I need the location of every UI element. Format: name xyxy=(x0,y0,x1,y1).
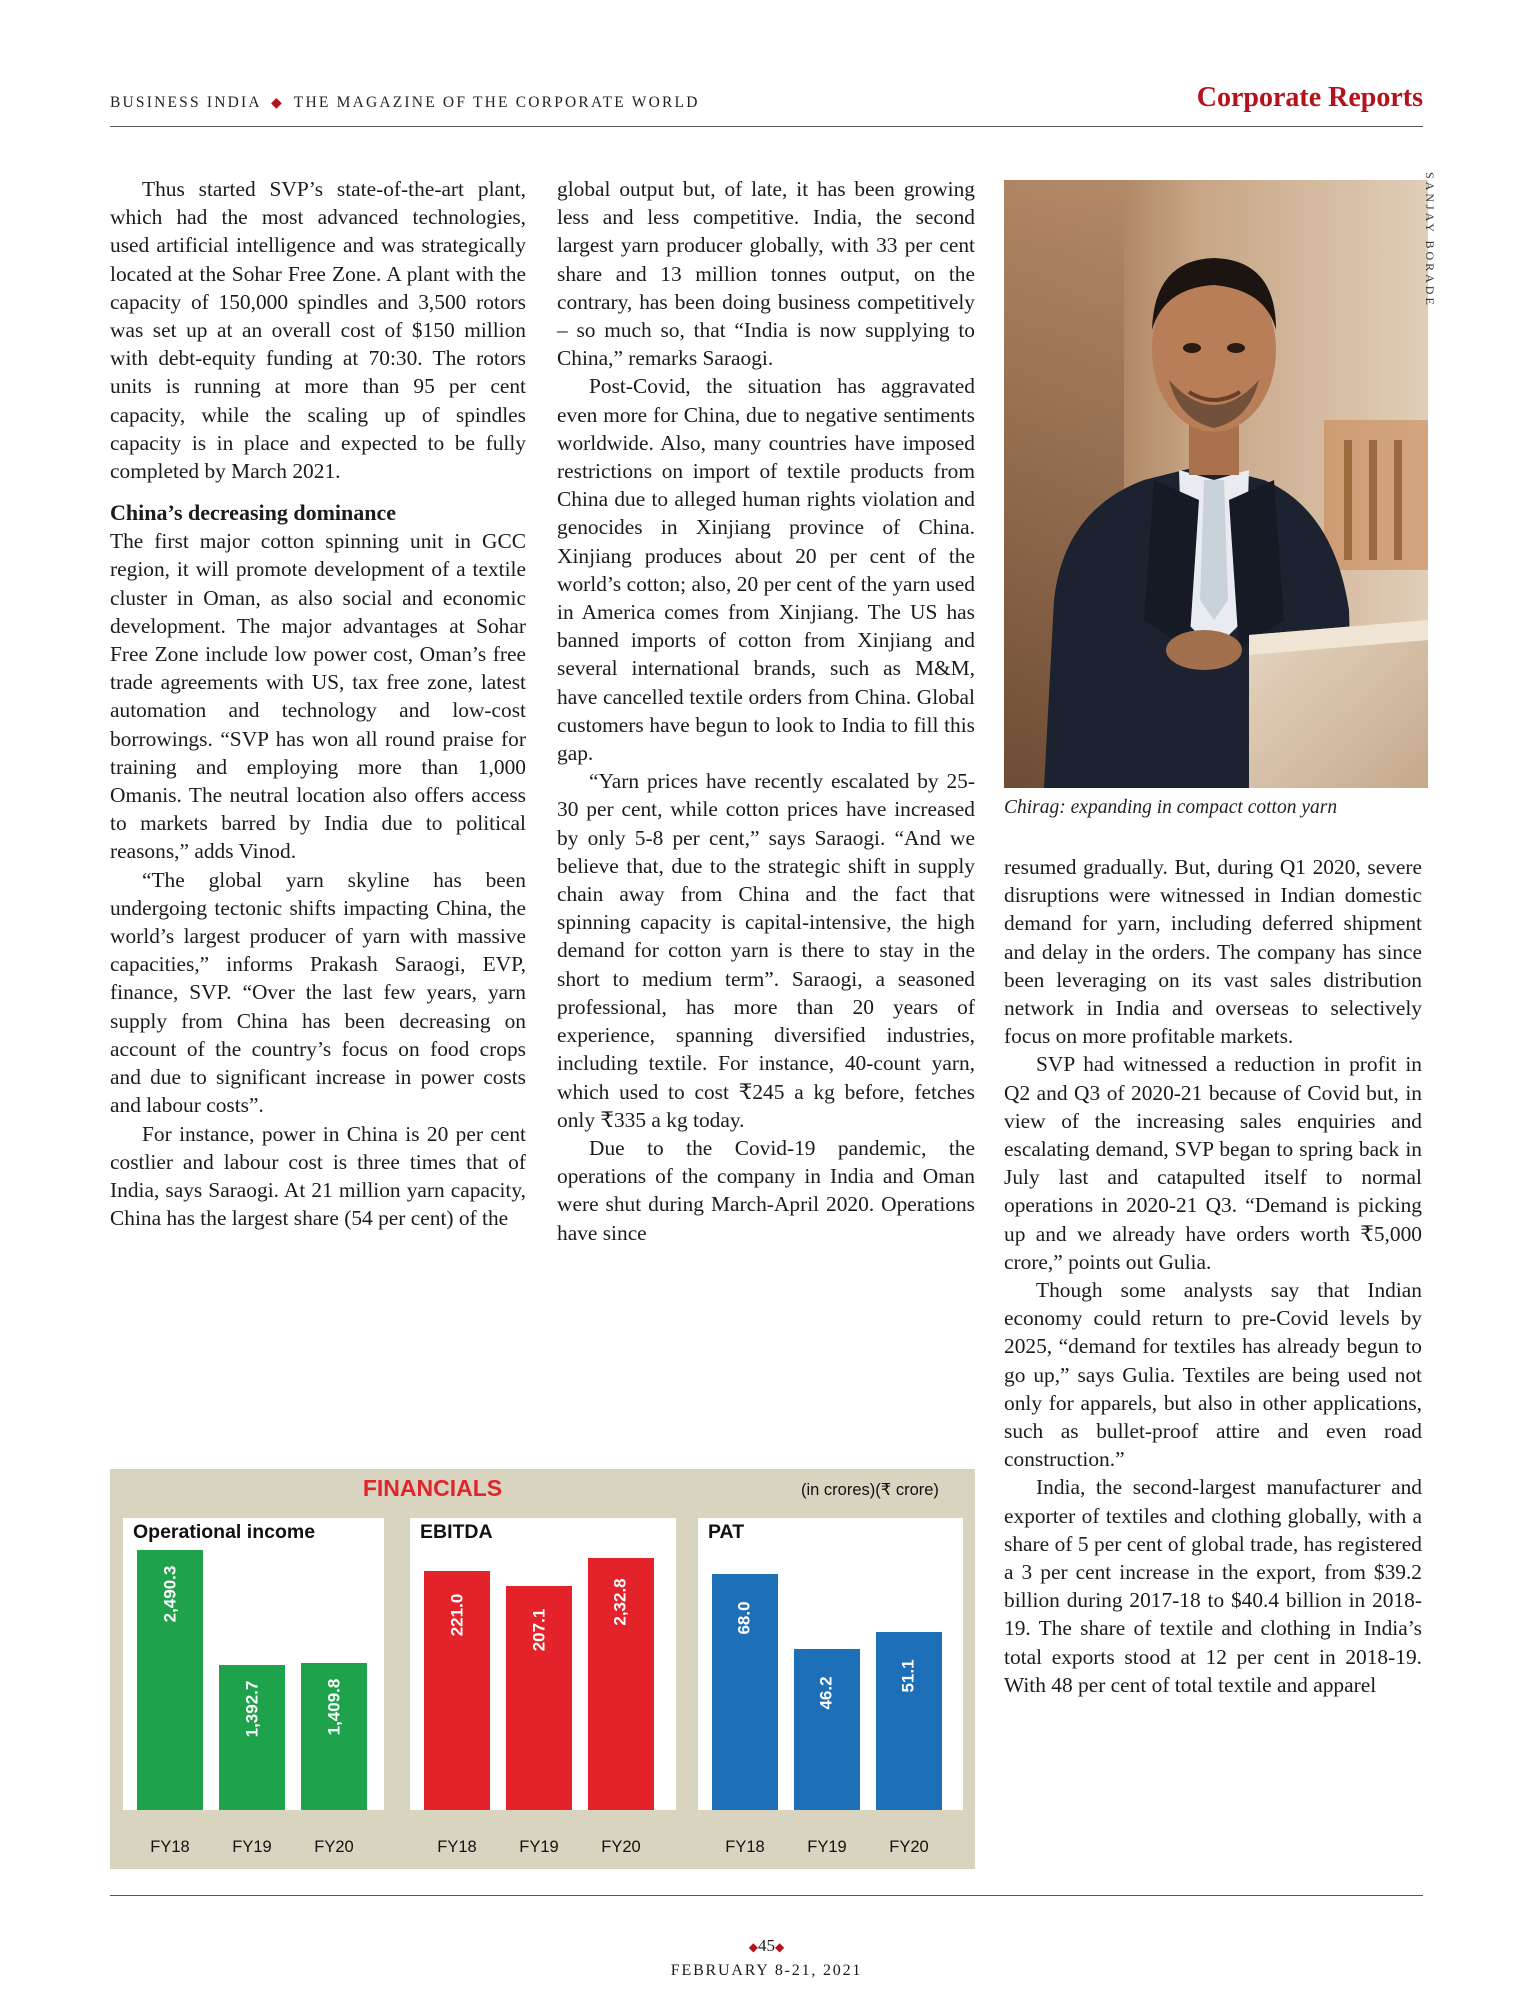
paragraph: global output but, of late, it has been growing less and less competitive. India, the second largest yarn producer globally, with 33 per cent share and 13 million tonnes output, on the contrary, has been doing business competitively – so much so, that “India is now supplying to China,” remarks Saraogi. xyxy=(557,177,975,371)
category-label: FY20 xyxy=(601,1838,641,1856)
category-label: FY19 xyxy=(232,1838,272,1856)
paragraph: For instance, power in China is 20 per cent costlier and labour cost is three times that of India, says Saraogi. At 21 million yarn capacity, China has the largest share (54 per cent) of the xyxy=(110,1121,526,1231)
paragraph: resumed gradually. But, during Q1 2020, severe disruptions were witnessed in Indian domestic demand for yarn, including deferred shipment and delay in the orders. The company has since been leveraging on its vast sales distribution network in India and overseas to selectively focus on more profitable markets. xyxy=(1004,855,1422,1049)
bar-value-label: 1,409.8 xyxy=(323,1678,343,1736)
subheading: China’s decreasing dominance xyxy=(110,500,397,526)
paragraph: “The global yarn skyline has been undergoing tectonic shifts impacting China, the world’s largest producer of yarn with massive capacities,” informs Prakash Saraogi, EVP, finance, SVP. “Over the last few years, yarn supply from China has been decreasing on account of the country’s focus on food crops and due to significant increase in power costs and labour costs”. xyxy=(110,867,526,1118)
page-number-value: 45 xyxy=(758,1936,775,1955)
chart-bar xyxy=(794,1649,860,1810)
header-rule xyxy=(110,126,1423,127)
category-label: FY19 xyxy=(519,1838,559,1856)
paragraph: Post-Covid, the situation has aggravated even more for China, due to negative sentiments worldwide. Also, many countries have imposed restrictions on import of textile products from China due to alleged human rights violation and genocides in Xinjiang province of China. Xinjiang produces about 20 per cent of the world’s cotton; also, 20 per cent of the yarn used in America comes from Xinjiang. The US has banned imports of cotton from Xinjiang and several international brands, such as M&M, have cancelled textile orders from China. Global customers have begun to look to India to fill this gap. xyxy=(557,374,975,766)
bar-chart xyxy=(410,1518,676,1810)
chart-bar xyxy=(588,1558,654,1810)
article-column-3 xyxy=(1004,853,1422,1699)
paragraph: “Yarn prices have recently escalated by 25-30 per cent, while cotton prices have increased by only 5-8 per cent,” says Saraogi. “And we believe that, due to the strategic shift in supply chain away from China and the fact that spinning capacity is capital-intensive, the high demand for cotton yarn is there to stay in the short to medium term”. Saraogi, a seasoned professional, has more than 20 years of experience, spanning diversified industries, including textile. For instance, 40-count yarn, which used to cost ₹245 a kg before, fetches only ₹335 a kg today. xyxy=(557,769,975,1132)
photo-credit: SANJAY BORADE xyxy=(1423,172,1437,308)
category-label: FY20 xyxy=(889,1838,929,1856)
chart-bar xyxy=(506,1586,572,1810)
article-column-2 xyxy=(557,175,975,1247)
bar-chart xyxy=(123,1518,384,1810)
footer-rule xyxy=(110,1895,1423,1896)
publication-header xyxy=(110,94,700,112)
chart-bar xyxy=(137,1550,203,1810)
photo-caption: Chirag: expanding in compact cotton yarn xyxy=(1004,797,1338,818)
bar-value-label: 68.0 xyxy=(735,1601,754,1635)
paragraph: Due to the Covid-19 pandemic, the operations of the company in India and Oman were shut during March-April 2020. Operations have since xyxy=(557,1135,975,1245)
chart-bar xyxy=(301,1663,367,1810)
diamond-icon: ◆ xyxy=(748,1940,758,1954)
chart-bar xyxy=(424,1571,490,1810)
diamond-icon: ◆ xyxy=(775,1940,785,1954)
chart-title: PAT xyxy=(708,1521,745,1543)
bar-chart xyxy=(698,1518,963,1810)
bar-value-label: 221.0 xyxy=(446,1593,466,1637)
chart-title: Operational income xyxy=(133,1521,316,1543)
category-label: FY18 xyxy=(437,1838,477,1856)
paragraph: SVP had witnessed a reduction in profit in Q2 and Q3 of 2020-21 because of Covid but, in view of the increasing sales enquiries and escalating demand, SVP began to spring back in July last and catapulted itself to normal operations in 2020-21 Q3. “Demand is picking up and we already have orders worth ₹5,000 crore,” points out Gulia. xyxy=(1004,1052,1422,1274)
bar-value-label: 1,392.7 xyxy=(241,1680,261,1738)
publication-name: BUSINESS INDIA xyxy=(110,94,261,111)
article-column-1 xyxy=(110,175,526,1232)
bar-value-label: 2,490.3 xyxy=(159,1565,179,1623)
chart-title: EBITDA xyxy=(420,1521,493,1543)
section-title: Corporate Reports xyxy=(1196,82,1423,113)
paragraph: Though some analysts say that Indian economy could return to pre-Covid levels by 2025, “demand for textiles has already begun to go up,” says Gulia. Textiles are being used not only for apparels, but also in other applications, such as bullet-proof attire and even road construction.” xyxy=(1004,1278,1422,1472)
page-number xyxy=(0,1936,1533,1956)
publication-tagline: THE MAGAZINE OF THE CORPORATE WORLD xyxy=(293,94,700,111)
bar-value-label: 46.2 xyxy=(817,1676,836,1710)
chart-bar xyxy=(876,1632,942,1810)
financials-unit: (in crores)(₹ crore) xyxy=(801,1481,939,1499)
category-label: FY20 xyxy=(314,1838,354,1856)
bar-value-label: 2,32.8 xyxy=(610,1578,630,1626)
category-label: FY18 xyxy=(150,1838,190,1856)
issue-date: FEBRUARY 8-21, 2021 xyxy=(670,1962,863,1979)
paragraph: India, the second-largest manufacturer and exporter of textiles and clothing globally, with a share of 5 per cent of global trade, has registered a 3 per cent increase in the export, from $39.2 billion during 2017-18 to $40.4 billion in 2018-19. The share of textile and clothing in India’s total exports stood at 12 per cent in 2018-19. With 48 per cent of total textile and apparel xyxy=(1004,1475,1422,1697)
paragraph: The first major cotton spinning unit in GCC region, it will promote development of a textile cluster in Oman, as also social and economic development. The major advantages at Sohar Free Zone include low power cost, Oman’s free trade agreements with US, tax free zone, latest automation and technology and low-cost borrowings. “SVP has won all round praise for training and employing more than 1,000 Omanis. The neutral location also offers access to markets barred by India due to political reasons,” adds Vinod. xyxy=(110,529,526,864)
chart-bar xyxy=(712,1574,778,1810)
category-label: FY19 xyxy=(807,1838,847,1856)
bar-value-label: 51.1 xyxy=(899,1659,918,1693)
portrait-photo xyxy=(1004,180,1428,788)
chart-bar xyxy=(219,1665,285,1810)
bar-value-label: 207.1 xyxy=(528,1608,548,1652)
diamond-icon: ◆ xyxy=(271,96,284,111)
category-label: FY18 xyxy=(725,1838,765,1856)
financials-title: FINANCIALS xyxy=(362,1475,503,1501)
paragraph: Thus started SVP’s state-of-the-art plant, which had the most advanced technologies, used artificial intelligence and was strategically located at the Sohar Free Zone. A plant with the capacity of 150,000 spindles and 3,500 rotors was set up at an overall cost of $150 million with debt-equity funding at 70:30. The rotors units is running at more than 95 per cent capacity, while the scaling up of spindles capacity is in place and expected to be fully completed by March 2021. xyxy=(110,177,526,484)
